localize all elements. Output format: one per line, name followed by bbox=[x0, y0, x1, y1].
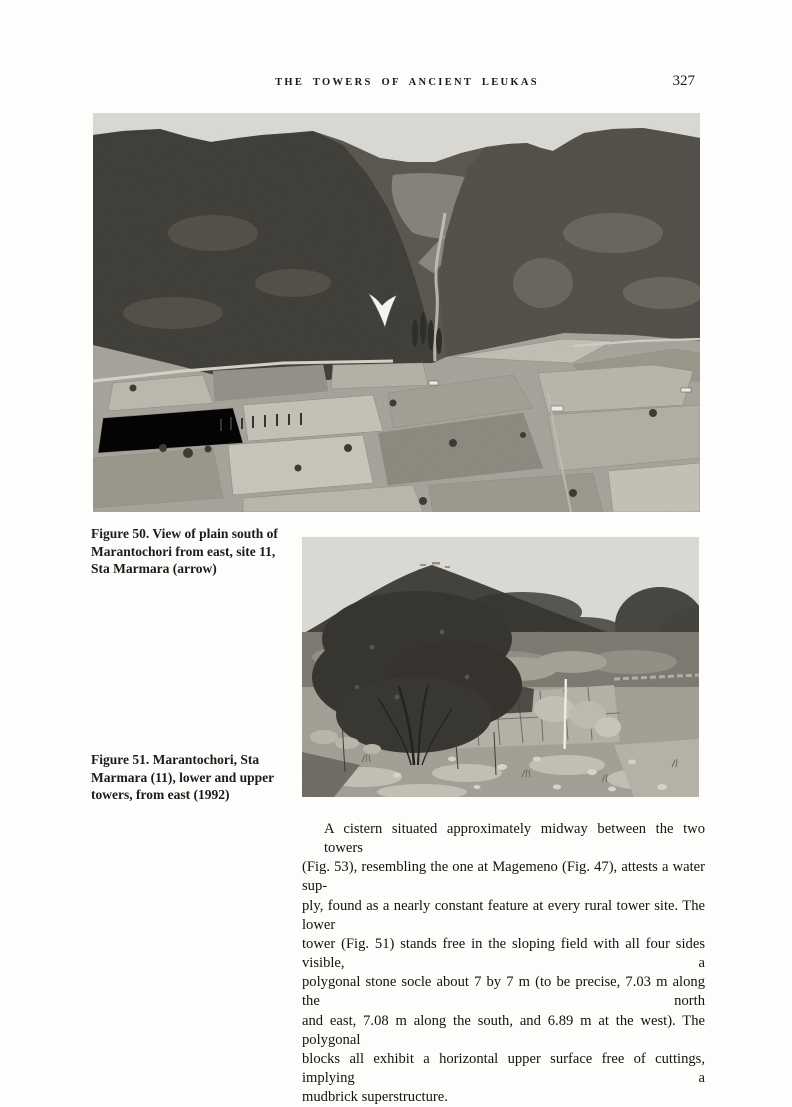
page-number: 327 bbox=[672, 73, 695, 89]
paragraph-line-1: A cistern situated approximately midway between the two towers bbox=[324, 821, 705, 857]
caption-line: Figure 50. View of plain south of bbox=[91, 526, 278, 541]
caption-line: towers, from east (1992) bbox=[91, 787, 230, 803]
paragraph-line-2: (Fig. 53), resembling the one at Magemeno (Fig. 47), attests a water sup- bbox=[302, 859, 705, 895]
paragraph-line-8: mudbrick superstructure. bbox=[302, 1089, 448, 1106]
caption-line: Figure 51. Marantochori, Sta bbox=[91, 752, 260, 767]
paragraph-line-7: blocks all exhibit a horizontal upper surface free of cuttings, implying a bbox=[302, 1050, 705, 1087]
body-paragraph bbox=[302, 820, 705, 1107]
running-title: THE TOWERS OF ANCIENT LEUKAS bbox=[275, 77, 539, 88]
caption-line: Sta Marmara (arrow) bbox=[91, 561, 217, 577]
caption-line: Marantochori from east, site 11, bbox=[91, 543, 276, 559]
caption-line: Marmara (11), lower and upper bbox=[91, 769, 275, 785]
paragraph-line-5: polygonal stone socle about 7 by 7 m (to be precise, 7.03 m along the north bbox=[302, 974, 705, 1010]
paragraph-line-6: and east, 7.08 m along the south, and 6.89 m at the west). The polygonal bbox=[302, 1012, 705, 1048]
figure50-photo bbox=[93, 113, 700, 512]
figure51-photo bbox=[302, 537, 699, 797]
figure50-caption bbox=[91, 525, 306, 578]
paragraph-line-4: tower (Fig. 51) stands free in the sloping field with all four sides visible, a bbox=[302, 935, 705, 972]
paragraph-line-3: ply, found as a nearly constant feature at every rural tower site. The lower bbox=[302, 897, 705, 933]
figure51-caption bbox=[91, 751, 306, 804]
